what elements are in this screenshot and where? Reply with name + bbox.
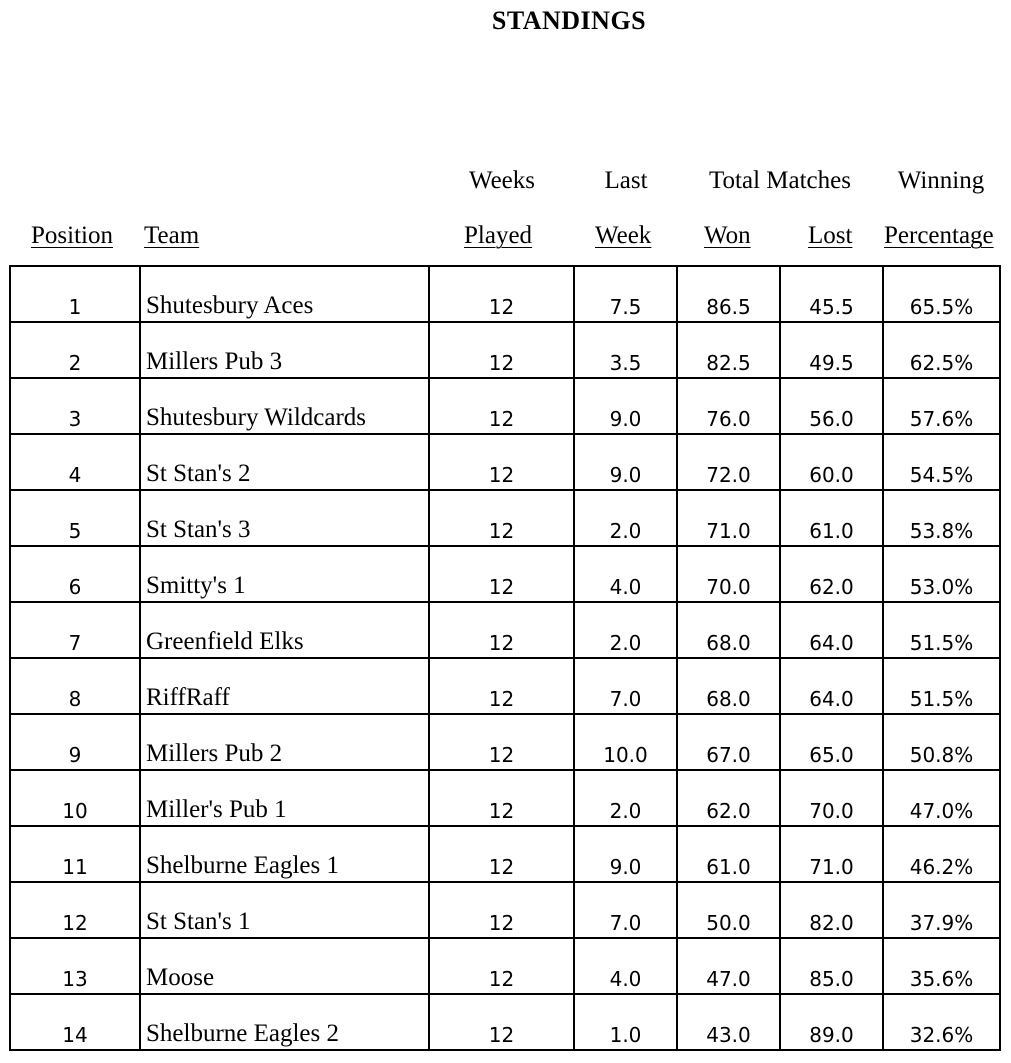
cell-weeks-played: 12 (429, 882, 574, 938)
cell-lost: 71.0 (780, 826, 883, 882)
cell-lost: 89.0 (780, 994, 883, 1050)
cell-last-week: 9.0 (574, 826, 677, 882)
cell-weeks-played: 12 (429, 994, 574, 1050)
cell-won: 68.0 (677, 602, 780, 658)
cell-won: 67.0 (677, 714, 780, 770)
cell-winning-percentage: 47.0% (883, 770, 1000, 826)
cell-team: Moose (140, 938, 429, 994)
cell-lost: 70.0 (780, 770, 883, 826)
cell-position: 13 (10, 938, 140, 994)
cell-position: 5 (10, 490, 140, 546)
cell-position: 2 (10, 322, 140, 378)
table-row (10, 826, 1000, 882)
cell-lost: 65.0 (780, 714, 883, 770)
cell-weeks-played: 12 (429, 714, 574, 770)
header-winning-top: Winning (897, 167, 985, 194)
cell-weeks-played: 12 (429, 938, 574, 994)
cell-position: 11 (10, 826, 140, 882)
cell-last-week: 7.0 (574, 882, 677, 938)
cell-won: 61.0 (677, 826, 780, 882)
cell-won: 82.5 (677, 322, 780, 378)
cell-lost: 61.0 (780, 490, 883, 546)
cell-team: St Stan's 3 (140, 490, 429, 546)
cell-last-week: 1.0 (574, 994, 677, 1050)
cell-last-week: 7.5 (574, 266, 677, 322)
cell-winning-percentage: 51.5% (883, 658, 1000, 714)
cell-lost: 56.0 (780, 378, 883, 434)
table-row (10, 434, 1000, 490)
cell-last-week: 2.0 (574, 490, 677, 546)
table-row (10, 658, 1000, 714)
table-row (10, 378, 1000, 434)
cell-lost: 45.5 (780, 266, 883, 322)
cell-team: Shutesbury Aces (140, 266, 429, 322)
header-lost: Lost (808, 222, 853, 249)
table-row (10, 882, 1000, 938)
cell-team: Miller's Pub 1 (140, 770, 429, 826)
cell-winning-percentage: 46.2% (883, 826, 1000, 882)
cell-won: 76.0 (677, 378, 780, 434)
cell-last-week: 9.0 (574, 434, 677, 490)
header-weeks-played: Played (464, 222, 533, 249)
cell-last-week: 2.0 (574, 770, 677, 826)
cell-position: 12 (10, 882, 140, 938)
cell-team: RiffRaff (140, 658, 429, 714)
cell-weeks-played: 12 (429, 266, 574, 322)
table-row (10, 546, 1000, 602)
cell-lost: 64.0 (780, 602, 883, 658)
cell-won: 47.0 (677, 938, 780, 994)
cell-winning-percentage: 53.0% (883, 546, 1000, 602)
cell-weeks-played: 12 (429, 378, 574, 434)
cell-lost: 60.0 (780, 434, 883, 490)
cell-winning-percentage: 62.5% (883, 322, 1000, 378)
cell-won: 86.5 (677, 266, 780, 322)
cell-won: 50.0 (677, 882, 780, 938)
table-row (10, 994, 1000, 1050)
cell-lost: 64.0 (780, 658, 883, 714)
page-title: STANDINGS (491, 6, 647, 35)
cell-position: 3 (10, 378, 140, 434)
cell-weeks-played: 12 (429, 770, 574, 826)
cell-lost: 82.0 (780, 882, 883, 938)
cell-last-week: 9.0 (574, 378, 677, 434)
cell-last-week: 3.5 (574, 322, 677, 378)
cell-weeks-played: 12 (429, 322, 574, 378)
cell-winning-percentage: 50.8% (883, 714, 1000, 770)
table-row (10, 490, 1000, 546)
cell-team: Greenfield Elks (140, 602, 429, 658)
header-position: Position (31, 222, 113, 249)
cell-team: Shutesbury Wildcards (140, 378, 429, 434)
cell-won: 62.0 (677, 770, 780, 826)
cell-winning-percentage: 54.5% (883, 434, 1000, 490)
cell-team: Shelburne Eagles 1 (140, 826, 429, 882)
cell-winning-percentage: 51.5% (883, 602, 1000, 658)
cell-last-week: 4.0 (574, 938, 677, 994)
table-row (10, 770, 1000, 826)
cell-last-week: 2.0 (574, 602, 677, 658)
cell-position: 6 (10, 546, 140, 602)
cell-winning-percentage: 57.6% (883, 378, 1000, 434)
cell-winning-percentage: 53.8% (883, 490, 1000, 546)
cell-position: 7 (10, 602, 140, 658)
cell-team: Millers Pub 3 (140, 322, 429, 378)
header-last-week: Week (595, 222, 652, 249)
cell-position: 10 (10, 770, 140, 826)
cell-lost: 62.0 (780, 546, 883, 602)
table-row (10, 602, 1000, 658)
cell-team: Millers Pub 2 (140, 714, 429, 770)
standings-table (9, 265, 1001, 1051)
cell-won: 72.0 (677, 434, 780, 490)
cell-last-week: 4.0 (574, 546, 677, 602)
table-row (10, 938, 1000, 994)
cell-position: 9 (10, 714, 140, 770)
header-winning-percentage: Percentage (884, 222, 994, 249)
table-row (10, 714, 1000, 770)
cell-winning-percentage: 65.5% (883, 266, 1000, 322)
cell-won: 71.0 (677, 490, 780, 546)
cell-weeks-played: 12 (429, 434, 574, 490)
header-weeks-top: Weeks (468, 167, 535, 194)
cell-weeks-played: 12 (429, 826, 574, 882)
cell-weeks-played: 12 (429, 602, 574, 658)
cell-won: 68.0 (677, 658, 780, 714)
cell-position: 1 (10, 266, 140, 322)
cell-team: Shelburne Eagles 2 (140, 994, 429, 1050)
cell-last-week: 10.0 (574, 714, 677, 770)
cell-team: St Stan's 1 (140, 882, 429, 938)
cell-won: 70.0 (677, 546, 780, 602)
cell-winning-percentage: 35.6% (883, 938, 1000, 994)
cell-lost: 85.0 (780, 938, 883, 994)
cell-position: 14 (10, 994, 140, 1050)
cell-weeks-played: 12 (429, 546, 574, 602)
cell-team: St Stan's 2 (140, 434, 429, 490)
cell-last-week: 7.0 (574, 658, 677, 714)
table-row (10, 322, 1000, 378)
header-team: Team (144, 222, 200, 249)
header-total-matches: Total Matches (709, 167, 851, 194)
cell-team: Smitty's 1 (140, 546, 429, 602)
header-last-top: Last (604, 167, 648, 194)
cell-weeks-played: 12 (429, 490, 574, 546)
cell-position: 4 (10, 434, 140, 490)
cell-position: 8 (10, 658, 140, 714)
cell-winning-percentage: 37.9% (883, 882, 1000, 938)
header-won: Won (704, 222, 751, 249)
cell-weeks-played: 12 (429, 658, 574, 714)
cell-winning-percentage: 32.6% (883, 994, 1000, 1050)
cell-won: 43.0 (677, 994, 780, 1050)
table-row (10, 266, 1000, 322)
cell-lost: 49.5 (780, 322, 883, 378)
